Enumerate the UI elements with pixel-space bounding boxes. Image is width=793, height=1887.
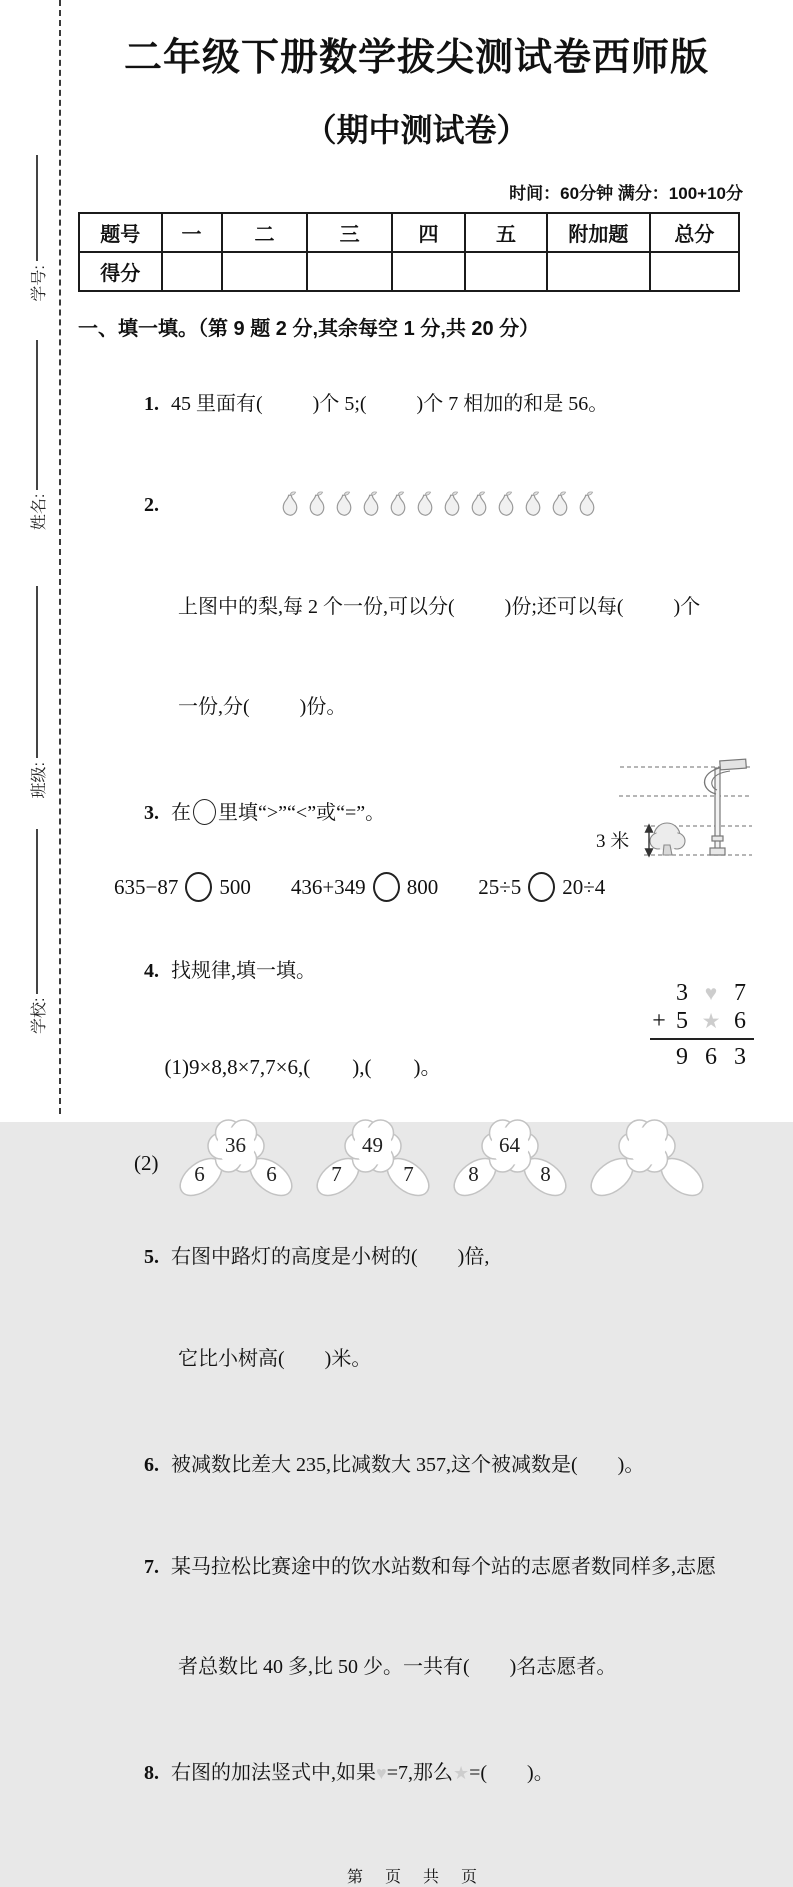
score-table-cell: 一 (162, 213, 222, 252)
question-8-mid: =7,那么 (386, 1762, 453, 1784)
question-2-text-1: 上图中的梨,每 2 个一份,可以分( )份;还可以每( )个 (178, 596, 701, 618)
score-table-cell: 三 (307, 213, 391, 252)
question-7-text-1: 某马拉松比赛途中的饮水站数和每个站的志愿者数同样多,志愿 (171, 1556, 716, 1578)
score-table (78, 212, 740, 292)
add-digit: 5 (676, 1008, 688, 1034)
score-table-cell: 五 (465, 213, 547, 252)
pear-icon (439, 489, 465, 520)
lamp-tree-drawing (592, 750, 756, 880)
school-field (26, 799, 49, 1034)
question-3-post: 里填“>”“<”或“=”。 (218, 802, 386, 824)
school-write-line (36, 829, 38, 994)
pear-icon (304, 489, 330, 520)
question-3-number: 3. (144, 802, 159, 824)
score-blank-cell (392, 252, 465, 291)
class-field (26, 530, 49, 798)
flower-right-value: 6 (266, 1162, 277, 1186)
question-5-line-2 (78, 1314, 755, 1404)
heart-icon: ♥ (376, 1763, 387, 1783)
score-blank-cell (222, 252, 308, 291)
question-5 (78, 1212, 755, 1302)
flower-top-value: 49 (362, 1133, 383, 1157)
question-8-post: =( )。 (469, 1762, 554, 1784)
question-4-text: 找规律,填一填。 (171, 960, 316, 982)
name-label: 姓名: (30, 493, 48, 531)
plus-sign: + (652, 1008, 666, 1034)
add-digit: 6 (734, 1008, 746, 1034)
question-6 (78, 1420, 755, 1510)
fill-circle-icon (373, 872, 400, 902)
flower-top-value: 64 (499, 1133, 520, 1157)
flower-diagram (450, 1118, 570, 1198)
class-label: 班级: (30, 762, 48, 799)
expression-right: 800 (406, 875, 439, 899)
flower-shape (587, 1118, 707, 1198)
score-row-label: 得分 (79, 252, 162, 291)
tree-icon (650, 823, 685, 855)
flower-left-value: 8 (468, 1162, 479, 1186)
student-number-label: 学号: (30, 265, 48, 302)
score-blank-cell (547, 252, 650, 291)
question-6-text: 被减数比差大 235,比减数大 357,这个被减数是( )。 (171, 1454, 645, 1476)
binding-info-strip (16, 50, 58, 1092)
question-2-text-2: 一份,分( )份。 (178, 696, 347, 718)
question-4-number: 4. (144, 960, 159, 982)
flower-top-value: 36 (225, 1133, 246, 1157)
pear-icon (574, 489, 600, 520)
pear-icon (547, 489, 573, 520)
question-8-number: 8. (144, 1762, 159, 1784)
question-7-number: 7. (144, 1556, 159, 1578)
flower-left-value: 6 (194, 1162, 205, 1186)
expression-left: 25÷5 (478, 875, 522, 899)
question-1-number: 1. (144, 393, 159, 415)
question-1 (78, 359, 755, 449)
pear-row (277, 489, 600, 520)
question-7 (78, 1522, 755, 1612)
expression-left: 436+349 (290, 875, 366, 899)
lamp-tree-diagram (592, 750, 756, 880)
comparison-item (114, 872, 251, 902)
pear-icon (493, 489, 519, 520)
expression-left: 635−87 (114, 875, 179, 899)
sum-digit: 6 (705, 1044, 717, 1070)
score-table-cell: 总分 (650, 213, 739, 252)
score-blank-cell (162, 252, 222, 291)
street-lamp-icon (705, 759, 747, 855)
star-icon: ★ (452, 1763, 470, 1783)
question-5-text-1: 右图中路灯的高度是小树的( )倍, (171, 1246, 490, 1268)
page-subtitle: （期中测试卷） (304, 112, 529, 148)
score-table-cell: 题号 (79, 213, 162, 252)
page-title: 二年级下册数学拔尖测试卷西师版 (123, 37, 709, 79)
heart-icon: ♥ (704, 981, 718, 1005)
question-5-number: 5. (144, 1246, 159, 1268)
comparison-item (478, 872, 605, 902)
name-field (26, 302, 49, 530)
add-digit: 7 (734, 980, 746, 1006)
score-table-score-row (79, 252, 739, 291)
star-icon: ★ (701, 1009, 721, 1033)
pear-icon (466, 489, 492, 520)
question-4-sub-2 (78, 1118, 755, 1198)
question-4-sub-1-text: (1)9×8,8×7,7×6,( ),( )。 (164, 1055, 442, 1079)
question-8 (78, 1728, 755, 1818)
tree-height-label: 3 米 (596, 831, 630, 852)
section-1-heading: 一、填一填。（第 9 题 2 分,其余每空 1 分,共 20 分） (78, 318, 540, 340)
page-footer: 第 页 共 页 (346, 1869, 486, 1886)
flower-diagram (176, 1118, 296, 1198)
expression-right: 500 (219, 875, 251, 899)
question-6-number: 6. (144, 1454, 159, 1476)
score-blank-cell (307, 252, 391, 291)
pear-icon (412, 489, 438, 520)
pear-icon (331, 489, 357, 520)
flower-diagram-blank (587, 1118, 707, 1198)
question-5-text-2: 它比小树高( )米。 (178, 1348, 372, 1370)
score-blank-cell (650, 252, 739, 291)
pear-icon (277, 489, 303, 520)
pear-icon (358, 489, 384, 520)
pear-icon (385, 489, 411, 520)
flower-right-value: 8 (540, 1162, 551, 1186)
question-4-sub-2-label: (2) (134, 1151, 159, 1175)
question-2-line-2 (78, 662, 755, 752)
question-2-line-1 (78, 562, 755, 652)
score-table-cell: 附加题 (547, 213, 650, 252)
school-label: 学校: (30, 997, 48, 1034)
fill-circle-icon (193, 799, 216, 825)
question-8-pre: 右图的加法竖式中,如果 (171, 1762, 376, 1784)
flower-right-value: 7 (403, 1162, 414, 1186)
question-7-text-2: 者总数比 40 多,比 50 少。一共有( )名志愿者。 (178, 1656, 617, 1678)
score-table-header-row (79, 213, 739, 252)
add-digit: 3 (676, 980, 688, 1006)
sum-digit: 9 (676, 1044, 688, 1070)
question-1-text: 45 里面有( )个 5;( )个 7 相加的和是 56。 (171, 393, 609, 415)
score-table-cell: 二 (222, 213, 308, 252)
petal-group (619, 1120, 675, 1172)
score-table-cell: 四 (392, 213, 465, 252)
expression-right: 20÷4 (562, 875, 606, 899)
sum-digit: 3 (734, 1044, 746, 1070)
fill-circle-icon (528, 872, 555, 902)
binding-dashed-line (59, 0, 61, 1114)
question-7-line-2 (78, 1622, 755, 1712)
score-blank-cell (465, 252, 547, 291)
question-2 (78, 459, 755, 550)
question-2-number: 2. (144, 494, 159, 516)
student-number-write-line (36, 155, 38, 261)
exam-time-score-info: 时间：60分钟 满分：100+10分 (509, 184, 743, 203)
vertical-addition (650, 980, 762, 1071)
flower-left-value: 7 (331, 1162, 342, 1186)
question-3-pre: 在 (171, 802, 191, 824)
pear-icon (520, 489, 546, 520)
name-write-line (36, 340, 38, 490)
fill-circle-icon (185, 872, 212, 902)
flower-diagram (313, 1118, 433, 1198)
student-number-field (26, 155, 49, 301)
sum-line (650, 1038, 754, 1040)
comparison-item (291, 872, 438, 902)
class-write-line (36, 586, 38, 758)
